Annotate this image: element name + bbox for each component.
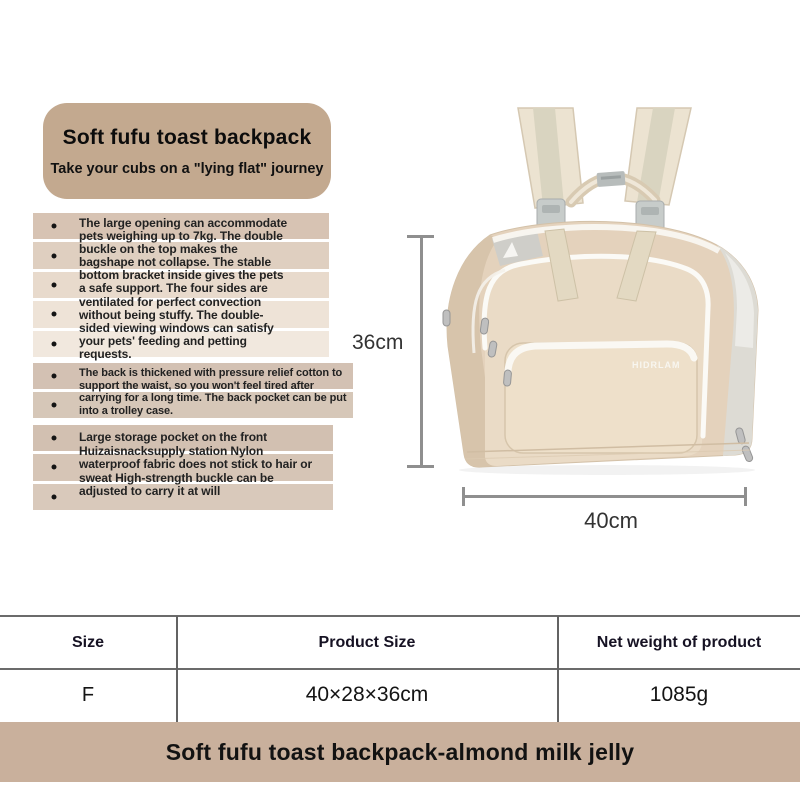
table-cell-size: F <box>81 683 95 706</box>
feature-text-opening: The large opening can accommodate pets weighing up to 7kg. The double buckle on the top makes the bagshape not collapse. The stable bottom bracket inside gives the pets a safe support. The four sides are ventilated for perfect convection without being stuffy. The double-sided viewing windows can satisfy your pets' feeding and petting requests. <box>79 216 288 361</box>
bag-shadow <box>459 465 755 475</box>
bullet-icon <box>52 494 57 499</box>
table-cell-product-size: 40×28×36cm <box>305 683 429 706</box>
width-dimension-cap-left <box>462 487 465 506</box>
table-cell-net-weight: 1085g <box>649 683 709 706</box>
width-dimension-line <box>462 495 747 498</box>
product-image-backpack <box>385 98 770 483</box>
bullet-icon <box>52 253 57 258</box>
product-name-banner: Soft fufu toast backpack-almond milk jelly <box>0 722 800 782</box>
bullet-icon <box>52 465 57 470</box>
feature-text-pocket: Large storage pocket on the front Huizaisnacksupply station Nylon waterproof fabric does not stick to hair or sweat High-strength buckle can be adjusted to carry it at will <box>79 430 313 498</box>
bullet-icon <box>52 374 57 379</box>
bullet-icon <box>52 224 57 229</box>
width-dimension-label: 40cm <box>584 508 638 533</box>
width-dimension-cap-right <box>744 487 747 506</box>
page-subtitle: Take your cubs on a "lying flat" journey <box>50 160 324 177</box>
page-title: Soft fufu toast backpack <box>62 125 312 149</box>
shoulder-straps <box>518 108 691 208</box>
bullet-icon <box>52 403 57 408</box>
height-dimension-label: 36cm <box>352 331 404 354</box>
table-header-net-weight: Net weight of product <box>596 634 762 651</box>
table-header-size: Size <box>71 634 104 651</box>
bullet-icon <box>52 283 57 288</box>
height-dimension-cap-bottom <box>407 465 434 468</box>
front-pocket <box>505 343 697 453</box>
height-dimension-cap-top <box>407 235 434 238</box>
title-box <box>43 103 331 199</box>
bullet-icon <box>52 312 57 317</box>
bullet-icon <box>52 341 57 346</box>
height-dimension-line <box>420 237 423 467</box>
brand-logo-text: HIDRLAM <box>632 360 681 370</box>
bullet-icon <box>52 436 57 441</box>
table-header-product-size: Product Size <box>318 634 416 651</box>
feature-text-back: The back is thickened with pressure relief cotton to support the waist, so you won't feel tired after carrying for a long time. The back pocket can be put into a trolley case. <box>79 367 347 417</box>
